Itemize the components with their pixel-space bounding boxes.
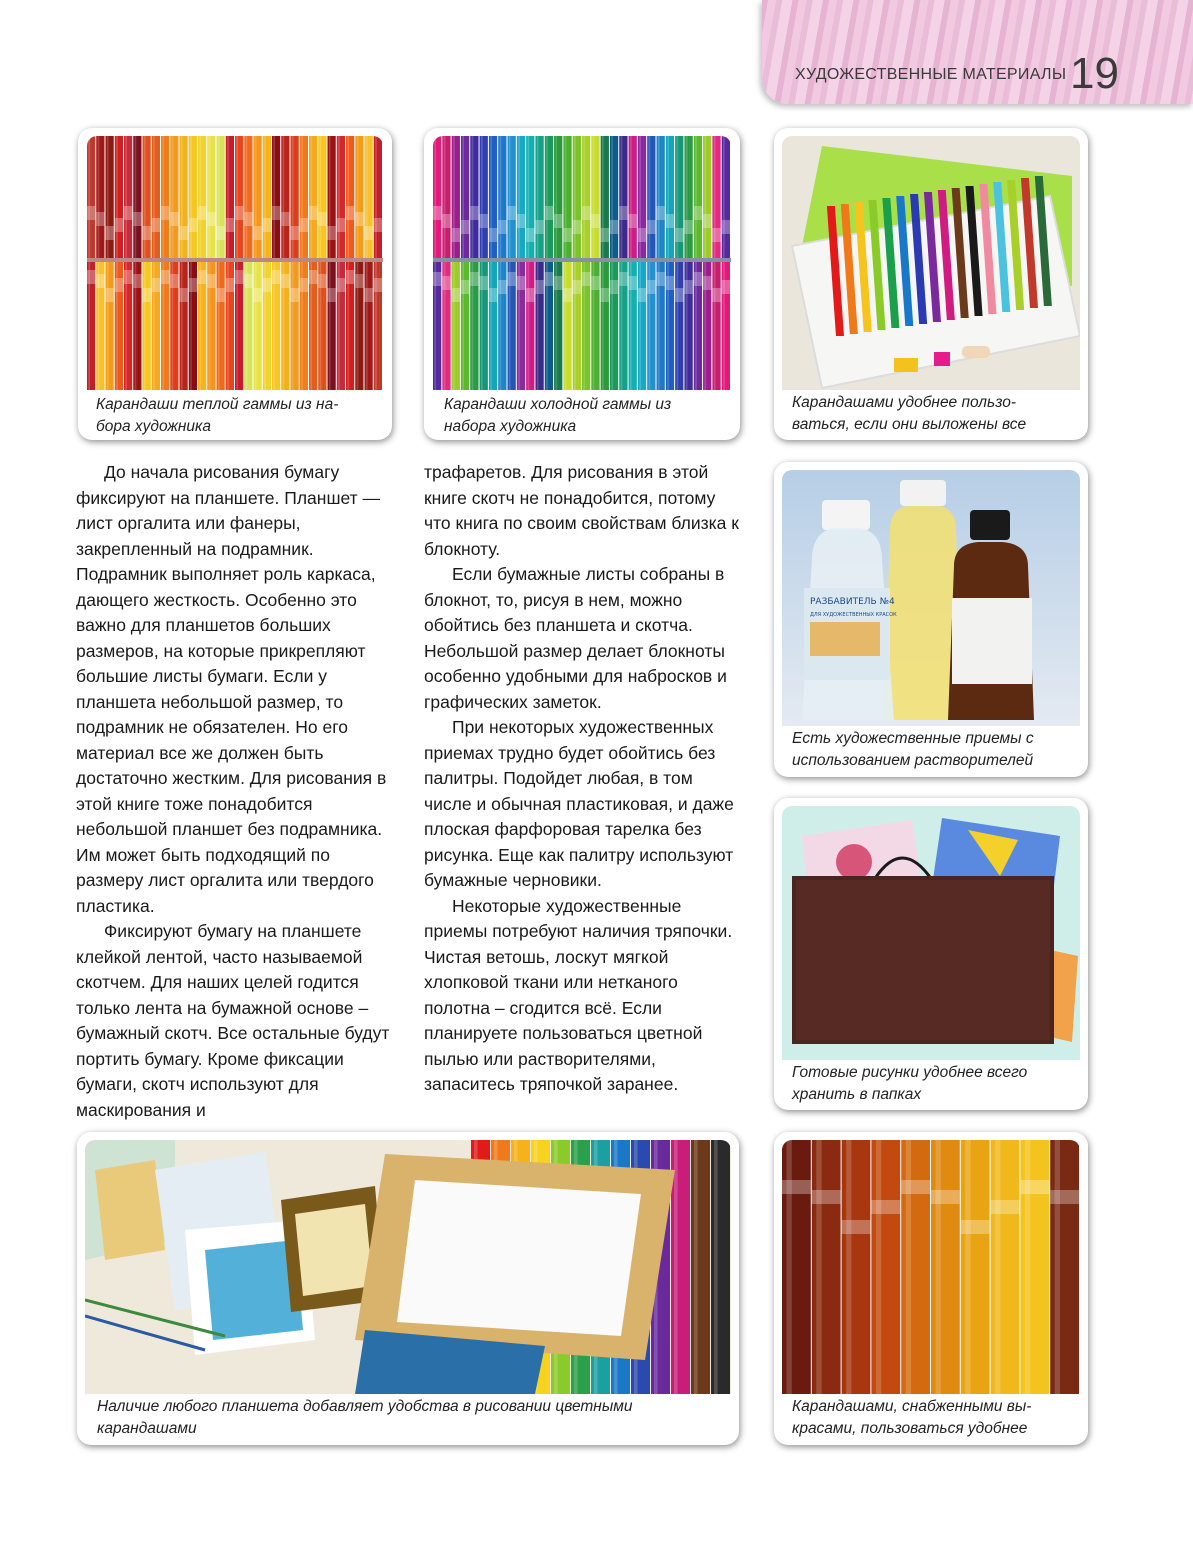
caption-tablet-line2: карандашами bbox=[97, 1420, 197, 1437]
body-column-1 bbox=[76, 460, 390, 1123]
folder-photo bbox=[782, 806, 1080, 1060]
caption-tray-line1: Карандашами удобнее пользо- bbox=[792, 394, 1017, 411]
caption-cool-line2: набора художника bbox=[444, 418, 577, 435]
caption-solvent-line2: использованием растворителей bbox=[792, 752, 1034, 769]
body-paragraph: Некоторые художественные приемы потребуют наличия тряпочки. Чистая ветошь, лоскут мягкой хлопковой ткани или нетканого полотна – сгодится всё. Если планируете пользоваться цветной пылью или растворителями, запаситесь тряпочкой заранее. bbox=[424, 895, 733, 1094]
header-tab bbox=[762, 0, 1193, 104]
caption-folder-line2: хранить в папках bbox=[792, 1086, 922, 1103]
figure-tablet bbox=[77, 1132, 739, 1445]
solvents-photo bbox=[782, 470, 1080, 726]
body-paragraph: При некоторых художественных приемах трудно будет обойтись без палитры. Подойдет любая, в том числе и обычная пластиковая, и даже плоская фарфоровая тарелка без рисунка. Еще как палитру используют бумажные черновики. bbox=[424, 717, 734, 890]
figure-warm-pencils bbox=[78, 128, 392, 440]
body-paragraph: До начала рисования бумагу фиксируют на планшете. Планшет — лист оргалита или фанеры, закрепленный на подрамник. Подрамник выполняет роль каркаса, дающего жесткость. Особенно это важно для планшетов больших размеров, на которые прикрепляют большие листы бумаги. Если у планшета небольшой размер, то подрамник не обязателен. Но его материал все же должен быть достаточно жестким. Для рисования в этой книге тоже понадобится небольшой планшет без подрамника. Им может быть подходящий по размеру лист оргалита или твердого пластика. bbox=[76, 462, 387, 916]
section-title: ХУДОЖЕСТВЕННЫЕ МАТЕРИАЛЫ bbox=[795, 66, 1067, 83]
caption-warm-line2: бора художника bbox=[96, 418, 211, 435]
cool-pencils-photo bbox=[433, 136, 731, 390]
bottle-sublabel: ДЛЯ ХУДОЖЕСТВЕННЫХ КРАСОК bbox=[810, 612, 897, 618]
bottle-label: РАЗБАВИТЕЛЬ №4 bbox=[810, 597, 895, 607]
caption-cool-line1: Карандаши холодной гаммы из bbox=[444, 396, 672, 413]
figure-brown-pencils bbox=[774, 1132, 1088, 1445]
figure-solvents bbox=[774, 462, 1088, 777]
body-paragraph-continued: трафаретов. Для рисования в этой книге скотч не понадобится, потому что книга по своим свойствам близка к блокноту. bbox=[424, 462, 739, 559]
caption-solvent-line1: Есть художественные приемы с bbox=[792, 730, 1034, 747]
pencil-tray-photo bbox=[782, 136, 1080, 390]
caption-folder-line1: Готовые рисунки удобнее всего bbox=[792, 1064, 1028, 1081]
tablet-photo bbox=[85, 1140, 731, 1394]
caption-brown-line1: Карандашами, снабженными вы- bbox=[792, 1398, 1032, 1415]
figure-pencil-tray bbox=[774, 128, 1088, 440]
figure-cool-pencils bbox=[424, 128, 740, 440]
body-paragraph: Фиксируют бумагу на планшете клейкой лентой, часто называемой скотчем. Для наших целей годится только лента на бумажной основе – бумажный скотч. Все остальные будут портить бумагу. Кроме фиксации бумаги, скотч используют для маскирования и bbox=[76, 921, 390, 1120]
caption-tray-line2: ваться, если они выложены все bbox=[792, 416, 1027, 433]
body-column-2 bbox=[424, 460, 740, 1098]
caption-brown-line2: красами, пользоваться удобнее bbox=[792, 1420, 1028, 1437]
caption-tablet-line1: Наличие любого планшета добавляет удобства в рисовании цветными bbox=[97, 1398, 633, 1415]
figure-folder bbox=[774, 798, 1088, 1110]
brown-pencils-photo bbox=[782, 1140, 1080, 1394]
body-paragraph: Если бумажные листы собраны в блокнот, то, рисуя в нем, можно обойтись без планшета и скотча. Небольшой размер делает блокноты особенно удобными для набросков и графических заметок. bbox=[424, 564, 727, 712]
page-number: 19 bbox=[1070, 49, 1119, 98]
warm-pencils-photo bbox=[87, 136, 383, 390]
caption-warm-line1: Карандаши теплой гаммы из на- bbox=[96, 396, 339, 413]
